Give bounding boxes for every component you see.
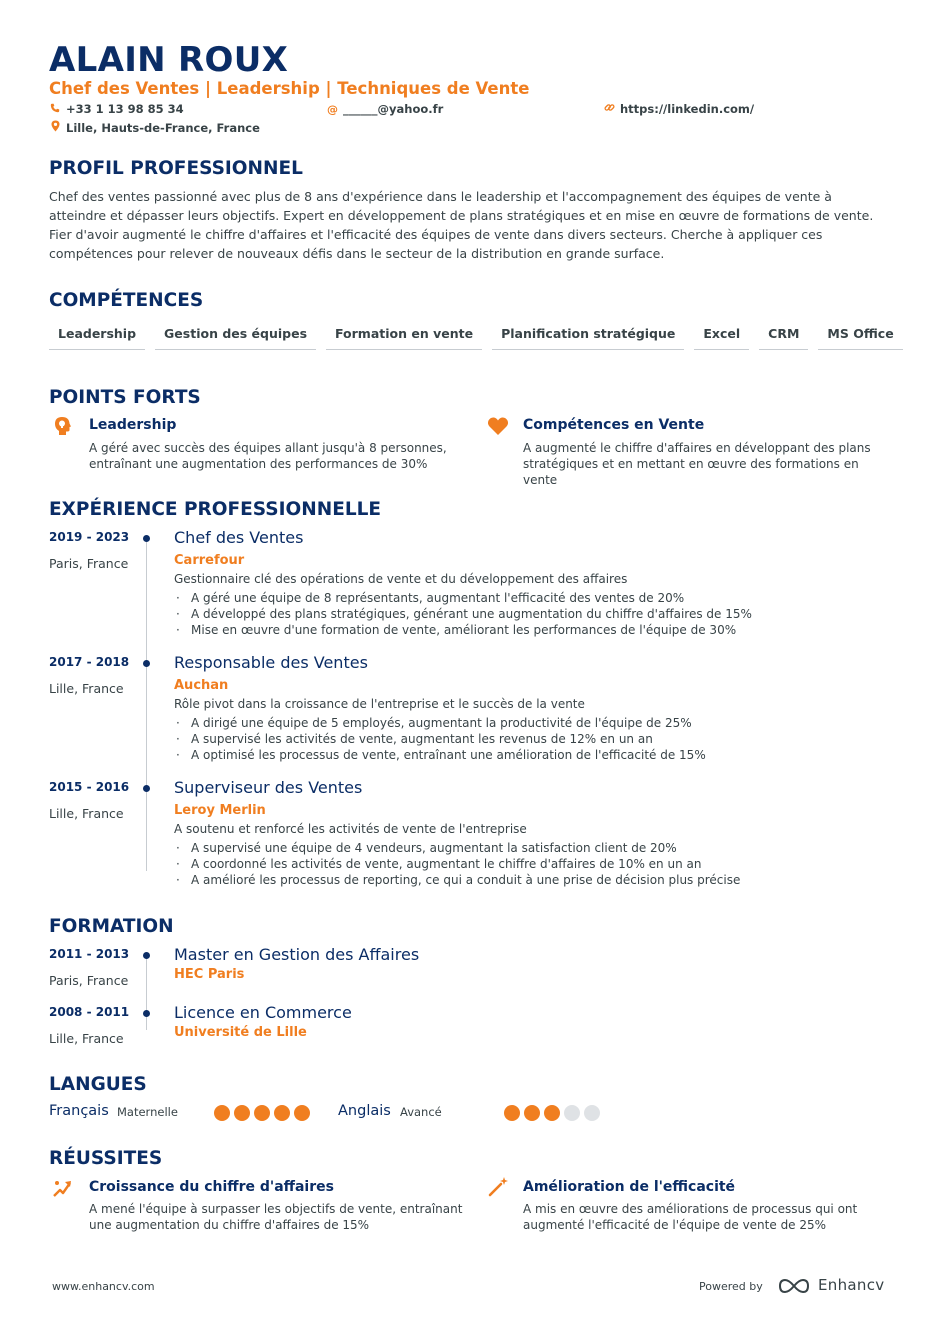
rating-dot xyxy=(254,1105,270,1121)
experience-description: Gestionnaire clé des opérations de vente et du développement des affaires xyxy=(174,572,628,586)
rating-dot xyxy=(234,1105,250,1121)
rating-dot xyxy=(544,1105,560,1121)
experience-company: Carrefour xyxy=(174,553,245,568)
enhancv-logo-icon xyxy=(778,1277,810,1299)
timeline-dot xyxy=(143,1010,150,1017)
experience-dates: 2019 - 2023 xyxy=(49,530,130,544)
footer-powered-by: Powered by xyxy=(699,1280,763,1293)
education-location: Paris, France xyxy=(49,973,129,988)
link-icon xyxy=(604,102,614,116)
education-dates: 2008 - 2011 xyxy=(49,1005,130,1019)
rating-dot xyxy=(274,1105,290,1121)
contact-email[interactable] xyxy=(327,102,443,116)
strength-title: Compétences en Vente xyxy=(523,417,705,433)
skill-tag: Planification stratégique xyxy=(492,324,684,350)
contact-location xyxy=(50,120,260,135)
skill-tag: Formation en vente xyxy=(326,324,482,350)
skills-list xyxy=(49,324,913,350)
location-text: Lille, Hauts-de-France, France xyxy=(66,120,260,135)
timeline-dot xyxy=(143,785,150,792)
contact-phone xyxy=(50,102,184,116)
education-school: Université de Lille xyxy=(174,1025,307,1040)
bullet-item: · A développé des plans stratégiques, générant une augmentation du chiffre d'affaires de 15% xyxy=(174,606,752,622)
language-level: Avancé xyxy=(400,1105,442,1119)
experience-dates: 2017 - 2018 xyxy=(49,655,130,669)
experience-role: Responsable des Ventes xyxy=(174,653,368,672)
language-level: Maternelle xyxy=(117,1105,178,1119)
email-text: ______@yahoo.fr xyxy=(343,102,444,116)
strengths-section-title: POINTS FORTS xyxy=(49,387,201,408)
bullet-item: · Mise en œuvre d'une formation de vente, améliorant les performances de l'équipe de 30% xyxy=(174,622,752,638)
skill-tag: CRM xyxy=(759,324,808,350)
language-rating xyxy=(214,1105,314,1121)
skill-tag: MS Office xyxy=(818,324,902,350)
strength-title: Leadership xyxy=(89,417,177,433)
rating-dot xyxy=(584,1105,600,1121)
bullet-item: · A dirigé une équipe de 5 employés, augmentant la productivité de l'équipe de 25% xyxy=(174,715,706,731)
experience-location: Lille, France xyxy=(49,806,124,821)
rating-dot xyxy=(214,1105,230,1121)
footer-website[interactable]: www.enhancv.com xyxy=(52,1280,155,1293)
experience-dates: 2015 - 2016 xyxy=(49,780,130,794)
experience-section-title: EXPÉRIENCE PROFESSIONNELLE xyxy=(49,499,382,520)
language-name: Français xyxy=(49,1103,109,1119)
achievement-description: A mené l'équipe à surpasser les objectifs de vente, entraînant une augmentation du chiffre d'affaires de 15% xyxy=(89,1202,463,1232)
education-degree: Licence en Commerce xyxy=(174,1003,352,1022)
candidate-name: ALAIN ROUX xyxy=(49,40,289,80)
experience-role: Chef des Ventes xyxy=(174,528,304,547)
bullet-item: · A coordonné les activités de vente, augmentant le chiffre d'affaires de 10% en un an xyxy=(174,856,740,872)
footer-brand[interactable]: Enhancv xyxy=(818,1276,885,1294)
phone-text: +33 1 13 98 85 34 xyxy=(66,102,184,116)
languages-section-title: LANGUES xyxy=(49,1074,147,1095)
magic-wand-icon xyxy=(487,1176,509,1198)
language-name: Anglais xyxy=(338,1103,391,1119)
bullet-item: · A géré une équipe de 8 représentants, augmentant l'efficacité des ventes de 20% xyxy=(174,590,752,606)
rating-dot xyxy=(564,1105,580,1121)
candidate-headline: Chef des Ventes | Leadership | Techniques de Vente xyxy=(49,79,530,98)
bullet-item: · A supervisé les activités de vente, augmentant les revenus de 12% en un an xyxy=(174,731,706,747)
experience-description: A soutenu et renforcé les activités de vente de l'entreprise xyxy=(174,822,527,836)
phone-icon xyxy=(50,103,60,116)
experience-location: Paris, France xyxy=(49,556,129,571)
strength-description: A géré avec succès des équipes allant jusqu'à 8 personnes, entraînant une augmentation des performances de 30% xyxy=(89,441,447,471)
at-icon: @ xyxy=(327,102,338,116)
skills-section-title: COMPÉTENCES xyxy=(49,290,204,311)
education-dates: 2011 - 2013 xyxy=(49,947,130,961)
experience-company: Leroy Merlin xyxy=(174,803,266,818)
experience-bullets xyxy=(174,840,740,888)
rating-dot xyxy=(294,1105,310,1121)
experience-bullets xyxy=(174,715,706,763)
experience-role: Superviseur des Ventes xyxy=(174,778,363,797)
head-bulb-icon xyxy=(53,416,75,438)
education-location: Lille, France xyxy=(49,1031,124,1046)
achievements-section-title: RÉUSSITES xyxy=(49,1148,163,1169)
summary-text: Chef des ventes passionné avec plus de 8 ans d'expérience dans le leadership et l'accompagnement des équipes de vente à atteindre et dépasser leurs objectifs. Expert en développement de plans stratégiques et en mise en œuvre de formations de vente. Fier d'avoir augmenté le chiffre d'affaires et l'efficacité des équipes de vente dans divers secteurs. Cherche à appliquer ces compétences pour relever de nouveaux défis dans le secteur de la distribution en grande surface. xyxy=(49,189,874,261)
language-rating xyxy=(504,1105,604,1121)
website-text: https://linkedin.com/ xyxy=(620,102,755,116)
bullet-item: · A optimisé les processus de vente, entraînant une amélioration de l'efficacité de 15% xyxy=(174,747,706,763)
bullet-item: · A supervisé une équipe de 4 vendeurs, augmentant la satisfaction client de 20% xyxy=(174,840,740,856)
timeline-line xyxy=(146,541,147,871)
rating-dot xyxy=(524,1105,540,1121)
education-degree: Master en Gestion des Affaires xyxy=(174,945,420,964)
achievement-description: A mis en œuvre des améliorations de processus qui ont augmenté l'efficacité de l'équipe de vente de 25% xyxy=(523,1202,858,1232)
bullet-item: · A amélioré les processus de reporting, ce qui a conduit à une prise de décision plus précise xyxy=(174,872,740,888)
timeline-dot xyxy=(143,535,150,542)
rating-dot xyxy=(504,1105,520,1121)
skill-tag: Excel xyxy=(694,324,749,350)
experience-location: Lille, France xyxy=(49,681,124,696)
contact-website[interactable] xyxy=(604,102,754,116)
timeline-line xyxy=(146,958,147,1030)
chart-growth-icon xyxy=(53,1178,75,1200)
timeline-dot xyxy=(143,660,150,667)
education-school: HEC Paris xyxy=(174,967,245,982)
summary-section-title: PROFIL PROFESSIONNEL xyxy=(49,158,303,179)
achievement-title: Croissance du chiffre d'affaires xyxy=(89,1179,334,1195)
map-pin-icon xyxy=(50,120,60,135)
education-section-title: FORMATION xyxy=(49,916,174,937)
timeline-dot xyxy=(143,952,150,959)
heart-icon xyxy=(487,416,509,438)
skill-tag: Gestion des équipes xyxy=(155,324,316,350)
strength-description: A augmenté le chiffre d'affaires en développant des plans stratégiques et en mettant en œuvre des formations en vente xyxy=(523,441,871,487)
skill-tag: Leadership xyxy=(49,324,145,350)
experience-description: Rôle pivot dans la croissance de l'entreprise et le succès de la vente xyxy=(174,697,585,711)
achievement-title: Amélioration de l'efficacité xyxy=(523,1179,736,1195)
experience-company: Auchan xyxy=(174,678,229,693)
experience-bullets xyxy=(174,590,752,638)
